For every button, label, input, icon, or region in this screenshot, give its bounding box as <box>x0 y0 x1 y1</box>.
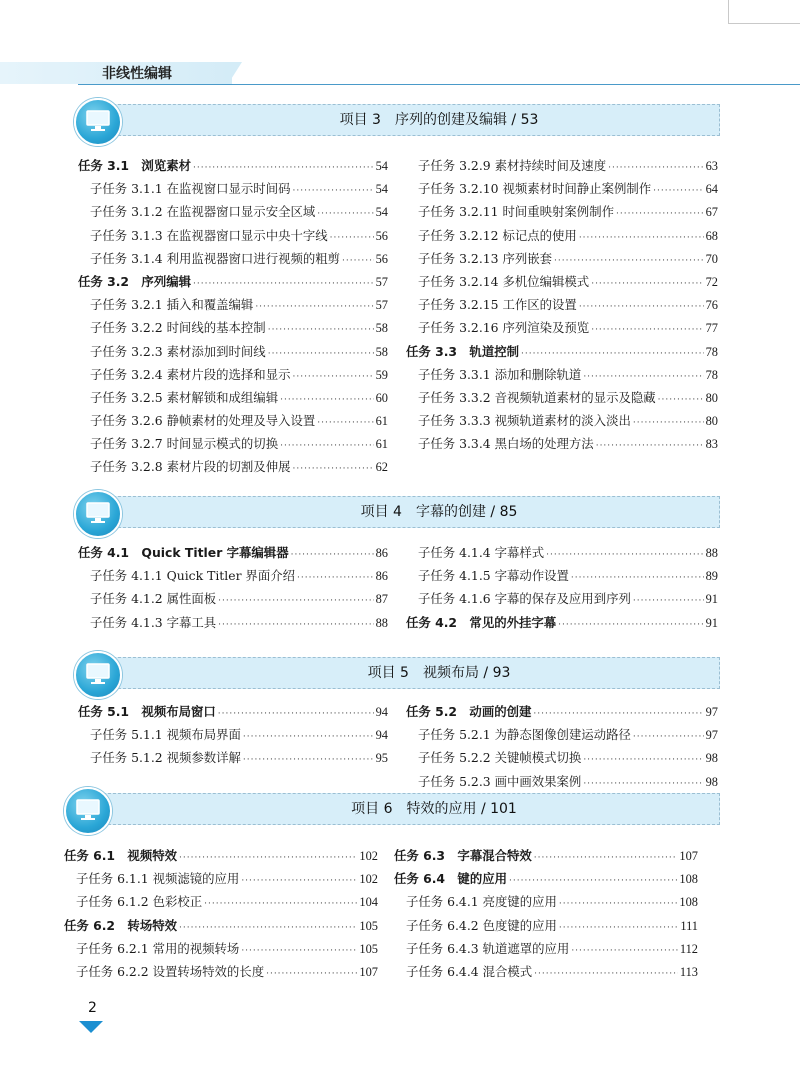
toc-subtask-entry[interactable] <box>64 937 378 960</box>
section-banner-3 <box>74 98 720 142</box>
toc-entry-label: 子任务 6.4.2 色度键的应用 <box>406 917 557 933</box>
toc-page-number: 94 <box>375 728 388 743</box>
toc-subtask-entry[interactable] <box>78 746 388 769</box>
toc-subtask-entry[interactable] <box>406 154 718 177</box>
toc-page-number: 64 <box>705 182 718 197</box>
toc-subtask-entry[interactable] <box>78 611 388 634</box>
toc-entry-label: 子任务 5.2.3 画中画效果案例 <box>418 773 582 789</box>
toc-column-right <box>406 154 718 455</box>
toc-page-number: 91 <box>705 592 718 607</box>
toc-entry-label: 子任务 3.2.9 素材持续时间及速度 <box>418 158 607 173</box>
toc-entry-label: 子任务 3.3.2 音视频轨道素材的显示及隐藏 <box>418 389 656 405</box>
toc-page-number: 97 <box>705 728 718 743</box>
toc-task-entry[interactable] <box>64 844 378 867</box>
section-title: 项目 3 序列的创建及编辑 / 53 <box>339 112 539 128</box>
toc-entry-label: 子任务 3.2.6 静帧素材的处理及导入设置 <box>90 413 316 429</box>
section-banner-6 <box>64 787 720 831</box>
toc-page-number: 63 <box>705 159 718 173</box>
toc-subtask-entry[interactable] <box>78 200 388 223</box>
toc-entry-label: 任务 6.2 转场特效 <box>64 917 177 933</box>
toc-page-number: 98 <box>705 751 718 766</box>
toc-page-number: 80 <box>705 414 718 429</box>
toc-page-number: 70 <box>705 251 718 266</box>
toc-entry-label: 任务 5.2 动画的创建 <box>406 704 532 719</box>
toc-column-left <box>78 154 388 479</box>
toc-task-entry[interactable] <box>78 541 388 564</box>
toc-dot-leader <box>596 435 704 458</box>
toc-page-number: 105 <box>359 918 378 933</box>
toc-subtask-entry[interactable] <box>406 293 718 316</box>
toc-entry-label: 子任务 6.2.2 设置转场特效的长度 <box>76 963 265 979</box>
toc-page-number: 72 <box>705 274 718 289</box>
toc-entry-label: 子任务 4.1.2 属性面板 <box>90 591 217 607</box>
toc-task-entry[interactable] <box>406 340 718 363</box>
toc-page-number: 59 <box>375 367 388 382</box>
toc-subtask-entry[interactable] <box>78 340 388 363</box>
toc-column-right <box>406 700 718 793</box>
toc-page-number: 78 <box>705 344 718 359</box>
toc-subtask-entry[interactable] <box>406 409 718 432</box>
toc-page-number: 76 <box>705 298 718 313</box>
toc-page-number: 54 <box>375 159 388 173</box>
toc-page-number: 89 <box>705 569 718 584</box>
toc-entry-label: 子任务 4.1.5 字幕动作设置 <box>418 568 569 584</box>
header-rule <box>78 84 800 85</box>
toc-subtask-entry[interactable] <box>78 587 388 610</box>
toc-entry-label: 子任务 3.2.4 素材片段的选择和显示 <box>90 366 291 382</box>
toc-subtask-entry[interactable] <box>78 177 388 200</box>
toc-page-number: 80 <box>705 390 718 405</box>
toc-subtask-entry[interactable] <box>406 564 718 587</box>
toc-page-number: 105 <box>359 941 378 956</box>
toc-entry-label: 子任务 3.1.3 在监视器窗口显示中央十字线 <box>90 227 328 243</box>
toc-page-number: 78 <box>705 367 718 382</box>
toc-page-number: 108 <box>679 872 698 887</box>
toc-entry-label: 子任务 3.2.8 素材片段的切割及伸展 <box>90 459 291 475</box>
toc-entry-label: 任务 3.2 序列编辑 <box>78 273 191 289</box>
toc-entry-label: 子任务 3.2.1 插入和覆盖编辑 <box>90 297 254 313</box>
toc-subtask-entry[interactable] <box>78 409 388 432</box>
toc-page-number: 112 <box>679 941 698 956</box>
toc-subtask-entry[interactable] <box>78 386 388 409</box>
toc-task-entry[interactable] <box>64 914 378 937</box>
toc-subtask-entry[interactable] <box>78 224 388 247</box>
header-band-tail <box>228 62 242 84</box>
toc-page-number: 60 <box>375 390 388 405</box>
toc-page-number: 113 <box>679 964 698 979</box>
toc-entry-label: 子任务 6.1.2 色彩校正 <box>76 894 203 910</box>
toc-task-entry[interactable] <box>394 867 698 890</box>
toc-entry-label: 子任务 4.1.4 字幕样式 <box>418 545 545 560</box>
section-title: 项目 6 特效的应用 / 101 <box>351 801 517 817</box>
toc-entry-label: 任务 4.1 Quick Titler 字幕编辑器 <box>78 545 289 560</box>
toc-subtask-entry[interactable] <box>78 455 388 478</box>
toc-entry-label: 子任务 3.2.13 序列嵌套 <box>418 250 553 266</box>
toc-entry-label: 子任务 5.2.1 为静态图像创建运动路径 <box>418 727 631 743</box>
toc-entry-label: 任务 6.3 字幕混合特效 <box>394 848 532 863</box>
toc-subtask-entry[interactable] <box>406 723 718 746</box>
toc-page-number: 57 <box>375 274 388 289</box>
toc-subtask-entry[interactable] <box>394 914 698 937</box>
toc-entry-label: 子任务 3.2.12 标记点的使用 <box>418 227 577 243</box>
toc-dot-leader <box>558 614 703 637</box>
toc-entry-label: 子任务 4.1.6 字幕的保存及应用到序列 <box>418 591 631 607</box>
toc-page-number: 86 <box>375 546 388 560</box>
toc-entry-label: 子任务 3.2.14 多机位编辑模式 <box>418 273 590 289</box>
toc-task-entry[interactable] <box>406 700 718 723</box>
toc-entry-label: 任务 4.2 常见的外挂字幕 <box>406 614 557 630</box>
section-banner-4 <box>74 490 720 534</box>
toc-dot-leader <box>292 458 373 481</box>
toc-page-number: 62 <box>375 460 388 475</box>
toc-subtask-entry[interactable] <box>64 890 378 913</box>
running-header-title: 非线性编辑 <box>102 66 172 82</box>
toc-column-right <box>394 844 698 983</box>
section-banner-5 <box>74 651 720 695</box>
toc-subtask-entry[interactable] <box>406 200 718 223</box>
toc-subtask-entry[interactable] <box>78 293 388 316</box>
corner-frame <box>728 0 800 24</box>
section-title: 项目 5 视频布局 / 93 <box>367 665 511 681</box>
toc-subtask-entry[interactable] <box>406 316 718 339</box>
toc-entry-label: 子任务 3.3.1 添加和删除轨道 <box>418 366 582 382</box>
toc-task-entry[interactable] <box>394 844 698 867</box>
toc-entry-label: 子任务 3.1.1 在监视窗口显示时间码 <box>90 181 291 197</box>
toc-page-number: 107 <box>359 964 378 979</box>
toc-subtask-entry[interactable] <box>394 960 698 983</box>
toc-subtask-entry[interactable] <box>406 177 718 200</box>
toc-page-number: 107 <box>679 849 698 863</box>
toc-entry-label: 子任务 6.4.3 轨道遮罩的应用 <box>406 940 570 956</box>
toc-entry-label: 子任务 6.1.1 视频滤镜的应用 <box>76 871 240 887</box>
toc-page-number: 95 <box>375 751 388 766</box>
toc-page-number: 88 <box>375 615 388 630</box>
toc-entry-label: 子任务 5.1.1 视频布局界面 <box>90 727 241 743</box>
toc-subtask-entry[interactable] <box>78 363 388 386</box>
toc-entry-label: 子任务 5.2.2 关键帧模式切换 <box>418 750 582 766</box>
toc-page-number: 56 <box>375 251 388 266</box>
toc-subtask-entry[interactable] <box>78 564 388 587</box>
toc-subtask-entry[interactable] <box>406 224 718 247</box>
toc-subtask-entry[interactable] <box>78 316 388 339</box>
toc-page-number: 58 <box>375 321 388 336</box>
toc-entry-label: 任务 6.1 视频特效 <box>64 848 177 863</box>
toc-subtask-entry[interactable] <box>406 541 718 564</box>
toc-page-number: 58 <box>375 344 388 359</box>
toc-entry-label: 子任务 3.3.4 黑白场的处理方法 <box>418 436 594 452</box>
toc-page-number: 77 <box>705 321 718 336</box>
section-title: 项目 4 字幕的创建 / 85 <box>360 504 518 520</box>
toc-dot-leader <box>534 963 678 986</box>
toc-page-number: 68 <box>705 228 718 243</box>
toc-page-number: 67 <box>705 205 718 220</box>
toc-subtask-entry[interactable] <box>78 432 388 455</box>
toc-entry-label: 子任务 3.2.10 视频素材时间静止案例制作 <box>418 181 652 197</box>
page-number: 2 <box>88 1000 97 1016</box>
toc-entry-label: 子任务 4.1.1 Quick Titler 界面介绍 <box>90 568 295 584</box>
toc-page-number: 86 <box>375 569 388 584</box>
toc-dot-leader <box>218 614 373 637</box>
toc-entry-label: 任务 3.1 浏览素材 <box>78 158 191 173</box>
toc-entry-label: 子任务 3.2.2 时间线的基本控制 <box>90 320 266 336</box>
toc-page-number: 108 <box>679 895 698 910</box>
toc-entry-label: 子任务 6.4.4 混合模式 <box>406 963 533 979</box>
toc-subtask-entry[interactable] <box>78 723 388 746</box>
toc-page-number: 97 <box>705 705 718 719</box>
toc-page-number: 91 <box>705 615 718 630</box>
toc-subtask-entry[interactable] <box>406 363 718 386</box>
toc-entry-label: 任务 3.3 轨道控制 <box>406 343 519 359</box>
toc-page-number: 102 <box>359 872 378 887</box>
toc-entry-label: 任务 6.4 键的应用 <box>394 871 507 887</box>
toc-subtask-entry[interactable] <box>406 432 718 455</box>
toc-entry-label: 子任务 3.2.16 序列渲染及预览 <box>418 320 590 336</box>
toc-page-number: 56 <box>375 228 388 243</box>
toc-column-left <box>78 541 388 634</box>
toc-page-number: 61 <box>375 437 388 452</box>
toc-entry-label: 子任务 6.2.1 常用的视频转场 <box>76 940 240 956</box>
toc-page-number: 57 <box>375 298 388 313</box>
toc-page-number: 111 <box>680 918 698 933</box>
toc-column-left <box>64 844 378 983</box>
toc-subtask-entry[interactable] <box>394 937 698 960</box>
toc-entry-label: 子任务 3.2.11 时间重映射案例制作 <box>418 204 614 220</box>
toc-subtask-entry[interactable] <box>64 960 378 983</box>
toc-dot-leader <box>243 749 374 772</box>
toc-page-number: 104 <box>359 895 378 910</box>
toc-entry-label: 子任务 3.2.5 素材解锁和成组编辑 <box>90 389 279 405</box>
toc-entry-label: 子任务 6.4.1 亮度键的应用 <box>406 894 557 910</box>
toc-entry-label: 子任务 3.2.3 素材添加到时间线 <box>90 343 266 359</box>
toc-entry-label: 子任务 5.1.2 视频参数详解 <box>90 750 241 766</box>
toc-subtask-entry[interactable] <box>406 746 718 769</box>
toc-page-number: 102 <box>359 849 378 863</box>
toc-subtask-entry[interactable] <box>406 247 718 270</box>
toc-page-number: 94 <box>375 705 388 719</box>
toc-dot-leader <box>266 963 357 986</box>
toc-entry-label: 子任务 4.1.3 字幕工具 <box>90 614 217 630</box>
toc-page-number: 54 <box>375 205 388 220</box>
toc-subtask-entry[interactable] <box>394 890 698 913</box>
toc-subtask-entry[interactable] <box>406 587 718 610</box>
toc-column-right <box>406 541 718 634</box>
toc-column-left <box>78 700 388 770</box>
toc-task-entry[interactable] <box>78 154 388 177</box>
toc-page-number: 98 <box>705 774 718 789</box>
toc-entry-label: 子任务 3.2.15 工作区的设置 <box>418 297 577 313</box>
toc-task-entry[interactable] <box>406 611 718 634</box>
toc-task-entry[interactable] <box>78 700 388 723</box>
toc-entry-label: 子任务 3.2.7 时间显示模式的切换 <box>90 436 279 452</box>
toc-subtask-entry[interactable] <box>78 247 388 270</box>
toc-task-entry[interactable] <box>78 270 388 293</box>
toc-entry-label: 子任务 3.3.3 视频轨道素材的淡入淡出 <box>418 413 631 429</box>
toc-page-number: 87 <box>375 592 388 607</box>
toc-page-number: 88 <box>705 546 718 560</box>
toc-subtask-entry[interactable] <box>64 867 378 890</box>
toc-entry-label: 子任务 3.1.2 在监视器窗口显示安全区域 <box>90 204 316 220</box>
toc-page-number: 83 <box>705 437 718 452</box>
page-marker-arrow <box>79 1021 103 1033</box>
toc-page-number: 61 <box>375 414 388 429</box>
toc-subtask-entry[interactable] <box>406 270 718 293</box>
toc-entry-label: 子任务 3.1.4 利用监视器窗口进行视频的粗剪 <box>90 250 341 266</box>
toc-subtask-entry[interactable] <box>406 386 718 409</box>
toc-entry-label: 任务 5.1 视频布局窗口 <box>78 704 216 719</box>
toc-page-number: 54 <box>375 182 388 197</box>
